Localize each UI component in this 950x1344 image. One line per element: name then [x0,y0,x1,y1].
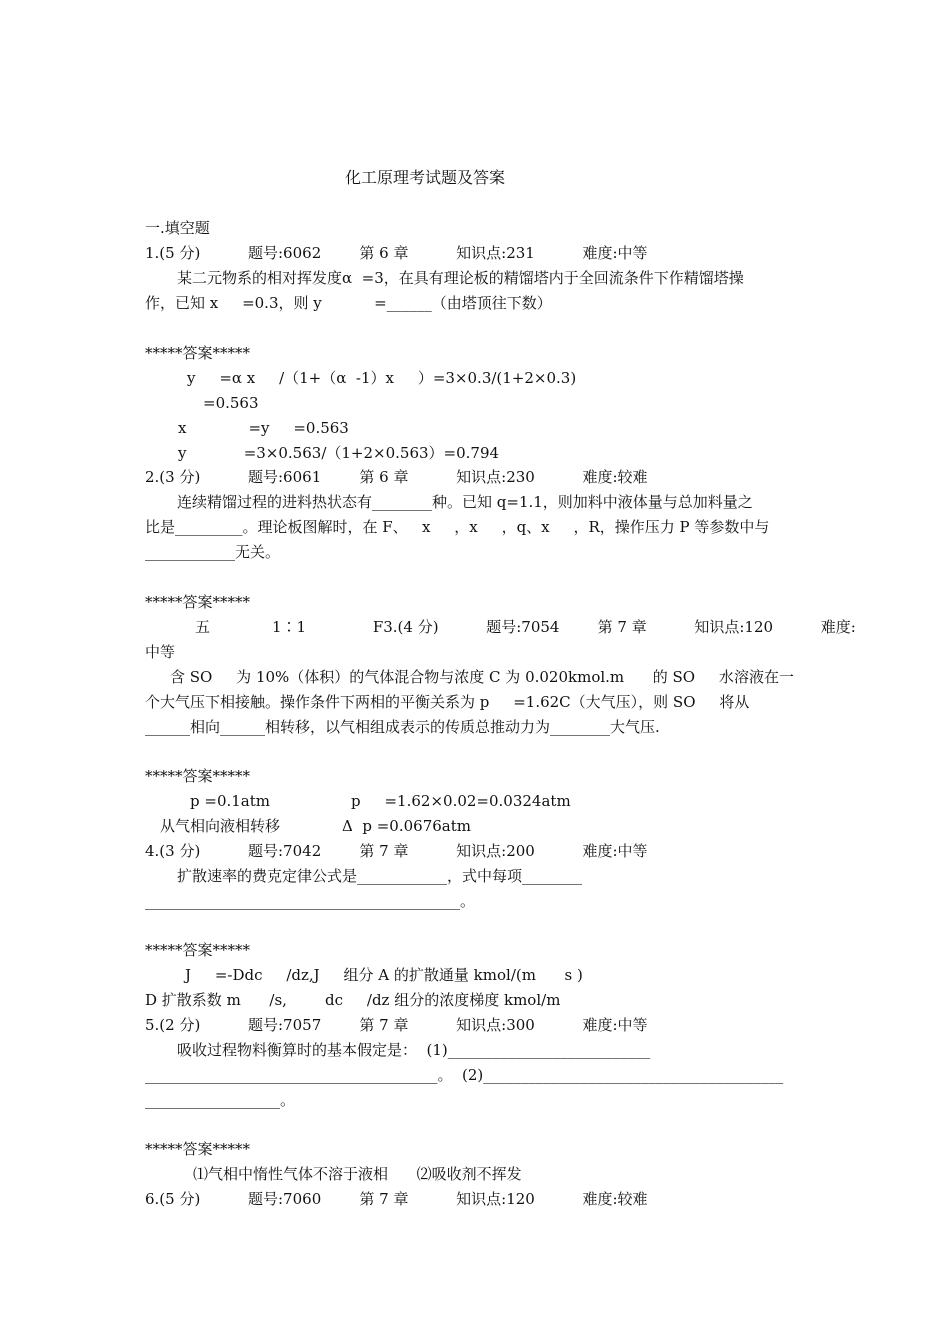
question-3-text: 个大气压下相接触。操作条件下两相的平衡关系为 p =1.62C（大气压），则 SO 将从 [145,693,750,711]
answer-label: *****答案***** [145,344,251,362]
answer-label: *****答案***** [145,941,251,959]
question-1-text: 作，已知 x =0.3，则 y =______（由塔顶往下数） [145,294,552,312]
answer-text: y =α x /（1+（α -1）x ）=3×0.3/(1+2×0.3) [187,369,577,387]
question-6-header: 6.(5 分) 题号:7060 第 7 章 知识点:120 难度:较难 [145,1190,648,1208]
answer-text: 中等 [145,643,176,661]
answer-text: 从气相向液相转移 Δ p =0.0676atm [160,817,471,835]
question-5-header: 5.(2 分) 题号:7057 第 7 章 知识点:300 难度:中等 [145,1016,648,1034]
question-4-text: 扩散速率的费克定律公式是____________，式中每项________ [177,867,583,885]
answer-label: *****答案***** [145,593,251,611]
question-5-text: _______________________________________。 (2)________________________________________ [145,1066,784,1084]
question-5-text: 吸收过程物料衡算时的基本假定是： (1)___________________________ [177,1041,651,1059]
question-4-text: __________________________________________。 [145,892,476,910]
page-title: 化工原理考试题及答案 [345,168,506,187]
section-heading: 一.填空题 [145,219,210,237]
question-1-text: 某二元物系的相对挥发度α =3，在具有理论板的精馏塔内于全回流条件下作精馏塔操 [177,269,744,287]
question-3-text: ______相向______相转移，以气相组成表示的传质总推动力为________大气压. [145,718,660,736]
answer-text: 五 1∶1 F3.(4 分) 题号:7054 第 7 章 知识点:120 难度: [195,618,856,636]
question-1-header: 1.(5 分) 题号:6062 第 6 章 知识点:231 难度:中等 [145,244,648,262]
answer-text: p =0.1atm p =1.62×0.02=0.0324atm [190,792,571,810]
question-2-text: ____________无关。 [145,543,281,561]
answer-label: *****答案***** [145,1140,251,1158]
answer-text: x =y =0.563 [178,419,349,437]
question-2-text: 比是_________。理论板图解时，在 F、 x ，x ，q、x ，R，操作压力 P 等参数中与 [145,518,770,536]
question-2-text: 连续精馏过程的进料热状态有________种。已知 q=1.1，则加料中液体量与总加料量之 [177,493,753,511]
answer-text: y =3×0.563/（1+2×0.563）=0.794 [178,444,500,462]
question-2-header: 2.(3 分) 题号:6061 第 6 章 知识点:230 难度:较难 [145,468,648,486]
question-3-text: 含 SO 为 10%（体积）的气体混合物与浓度 C 为 0.020kmol.m 的 SO 水溶液在一 [170,668,794,686]
answer-text: =0.563 [203,394,259,412]
question-4-header: 4.(3 分) 题号:7042 第 7 章 知识点:200 难度:中等 [145,842,648,860]
answer-text: D 扩散系数 m /s, dc /dz 组分的浓度梯度 kmol/m [145,991,561,1009]
answer-text: ⑴气相中惰性气体不溶于液相 ⑵吸收剂不挥发 [193,1165,522,1183]
question-5-text: __________________。 [145,1091,296,1109]
answer-text: J =-Ddc /dz,J 组分 A 的扩散通量 kmol/(m s ) [185,966,583,984]
answer-label: *****答案***** [145,767,251,785]
